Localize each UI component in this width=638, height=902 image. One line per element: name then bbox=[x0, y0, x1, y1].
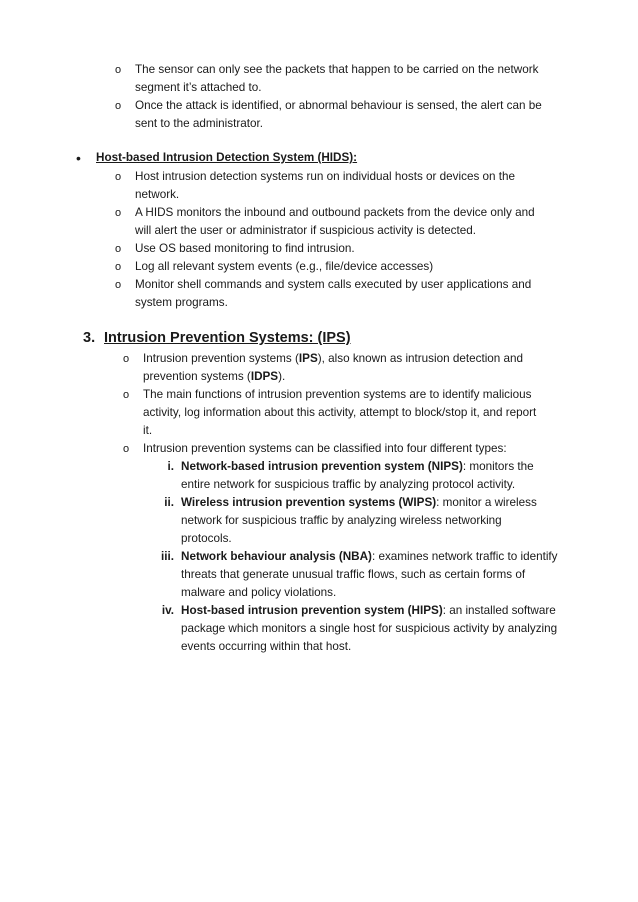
list-item: entire network for suspicious traffic by analyzing protocol activity. bbox=[181, 478, 516, 491]
list-item: The sensor can only see the packets that happen to be carried on the network bbox=[135, 63, 539, 76]
list-item: Log all relevant system events (e.g., file/device accesses) bbox=[135, 260, 434, 273]
list-item: Network behaviour analysis (NBA): examines network traffic to identify bbox=[181, 550, 558, 563]
bullet-icon: o bbox=[115, 100, 122, 112]
list-item: activity, log information about this activity, attempt to block/stop it, and report bbox=[143, 406, 537, 419]
list-item: system programs. bbox=[135, 296, 228, 309]
list-item: protocols. bbox=[181, 532, 232, 545]
list-item: malware and policy violations. bbox=[181, 586, 337, 599]
roman-numeral: iii. bbox=[161, 550, 174, 563]
list-item: will alert the user or administrator if suspicious activity is detected. bbox=[135, 224, 477, 237]
list-item: Host intrusion detection systems run on individual hosts or devices on the bbox=[135, 170, 516, 183]
list-item: network for suspicious traffic by analyzing wireless networking bbox=[181, 514, 502, 527]
bullet-icon: o bbox=[115, 243, 122, 255]
section-number: 3. bbox=[83, 330, 96, 346]
list-item: package which monitors a single host for suspicious activity by analyzing bbox=[181, 622, 558, 635]
list-item: Wireless intrusion prevention systems (WIPS): monitor a wireless bbox=[181, 496, 537, 509]
list-item: Use OS based monitoring to find intrusion. bbox=[135, 242, 355, 255]
hids-title: Host-based Intrusion Detection System (HIDS): bbox=[96, 151, 358, 164]
list-item: Network-based intrusion prevention system (NIPS): monitors the bbox=[181, 460, 534, 473]
list-item: segment it’s attached to. bbox=[135, 81, 262, 94]
roman-numeral: ii. bbox=[164, 496, 174, 509]
list-item: sent to the administrator. bbox=[135, 117, 263, 130]
bullet-icon: o bbox=[123, 353, 130, 365]
list-item: threats that generate unusual traffic flows, such as certain forms of bbox=[181, 568, 526, 581]
list-item: Monitor shell commands and system calls executed by user applications and bbox=[135, 278, 532, 291]
bullet-icon: o bbox=[115, 261, 122, 273]
bullet-icon: o bbox=[115, 64, 122, 76]
list-item: events occurring within that host. bbox=[181, 640, 352, 653]
list-item: it. bbox=[143, 424, 153, 437]
bullet-icon: o bbox=[123, 389, 130, 401]
bullet-icon: o bbox=[115, 171, 122, 183]
section-title: Intrusion Prevention Systems: (IPS) bbox=[104, 330, 351, 346]
list-item: network. bbox=[135, 188, 180, 201]
bullet-icon: o bbox=[115, 207, 122, 219]
list-item: Host-based intrusion prevention system (HIPS): an installed software bbox=[181, 604, 556, 617]
bullet-icon: o bbox=[115, 279, 122, 291]
list-item: Once the attack is identified, or abnormal behaviour is sensed, the alert can be bbox=[135, 99, 542, 112]
list-item: prevention systems (IDPS). bbox=[143, 370, 286, 383]
list-item: A HIDS monitors the inbound and outbound packets from the device only and bbox=[135, 206, 535, 219]
roman-numeral: i. bbox=[167, 460, 174, 473]
bullet-icon: • bbox=[76, 150, 81, 166]
list-item: Intrusion prevention systems can be classified into four different types: bbox=[143, 442, 507, 455]
list-item: The main functions of intrusion prevention systems are to identify malicious bbox=[143, 388, 532, 401]
list-item: Intrusion prevention systems (IPS), also known as intrusion detection and bbox=[143, 352, 524, 365]
roman-numeral: iv. bbox=[161, 604, 174, 617]
bullet-icon: o bbox=[123, 443, 130, 455]
